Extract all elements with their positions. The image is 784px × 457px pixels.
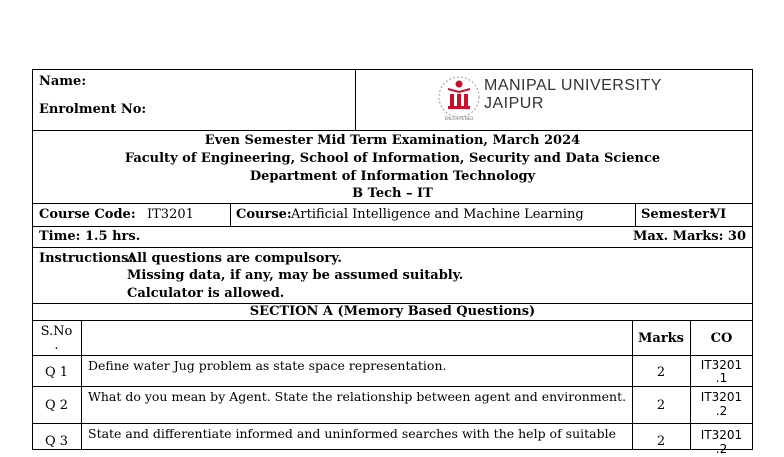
question-marks: 2 <box>656 434 666 449</box>
name-label: Name: <box>39 74 87 89</box>
university-name-line1: MANIPAL UNIVERSITY <box>484 77 662 94</box>
university-name-line2: JAIPUR <box>484 95 544 112</box>
question-text: What do you mean by Agent. State the relationship between agent and environment. <box>88 389 627 404</box>
question-marks: 2 <box>656 365 666 380</box>
program-line: B Tech – IT <box>352 186 433 201</box>
university-seal-icon <box>436 74 482 124</box>
question-number: Q 2 <box>44 398 69 413</box>
question-number: Q 3 <box>44 434 69 449</box>
table-row-divider <box>32 386 753 387</box>
header-divider <box>355 69 356 131</box>
table-row-divider <box>32 423 753 424</box>
table-col-divider <box>81 320 82 450</box>
marks-header: Marks <box>638 331 684 346</box>
question-number: Q 1 <box>44 365 69 380</box>
university-logo <box>436 74 676 126</box>
question-co-suffix: .2 <box>715 442 728 456</box>
section-title: SECTION A (Memory Based Questions) <box>249 304 536 319</box>
instructions-label: Instructions: <box>39 251 134 266</box>
question-co: IT3201 <box>700 358 743 372</box>
instruction-line: Missing data, if any, may be assumed suitably. <box>127 268 464 283</box>
question-marks: 2 <box>656 398 666 413</box>
question-co: IT3201 <box>700 428 743 442</box>
course-code-label: Course Code: <box>39 207 136 222</box>
semester-value: VI <box>710 207 727 222</box>
department-line: Department of Information Technology <box>249 169 536 184</box>
question-co-suffix: .2 <box>715 404 728 418</box>
question-text: Define water Jug problem as state space representation. <box>88 358 447 373</box>
instruction-line: Calculator is allowed. <box>127 286 285 301</box>
enrolment-label: Enrolment No: <box>39 102 147 117</box>
question-co: IT3201 <box>700 390 743 404</box>
course-value: Artificial Intelligence and Machine Learning <box>291 207 584 222</box>
course-divider-2 <box>635 203 636 227</box>
semester-label: Semester: <box>641 207 714 222</box>
question-text: State and differentiate informed and uninformed searches with the help of suitable <box>88 426 617 441</box>
course-code-value: IT3201 <box>147 207 194 222</box>
max-marks-text: Max. Marks: 30 <box>633 229 747 244</box>
question-co-suffix: .1 <box>715 371 728 385</box>
svg-text:ENLIGHTENED: ENLIGHTENED <box>444 116 474 121</box>
sno-header: S.No <box>40 324 73 339</box>
course-label: Course: <box>236 207 292 222</box>
faculty-line: Faculty of Engineering, School of Information, Security and Data Science <box>124 151 661 166</box>
time-text: Time: 1.5 hrs. <box>39 229 141 244</box>
course-divider-1 <box>230 203 231 227</box>
sno-header-dot: . <box>54 338 59 353</box>
instruction-line: All questions are compulsory. <box>127 251 342 266</box>
co-header: CO <box>710 331 733 346</box>
exam-title: Even Semester Mid Term Examination, March 2024 <box>204 133 581 148</box>
table-row-divider <box>32 355 753 356</box>
